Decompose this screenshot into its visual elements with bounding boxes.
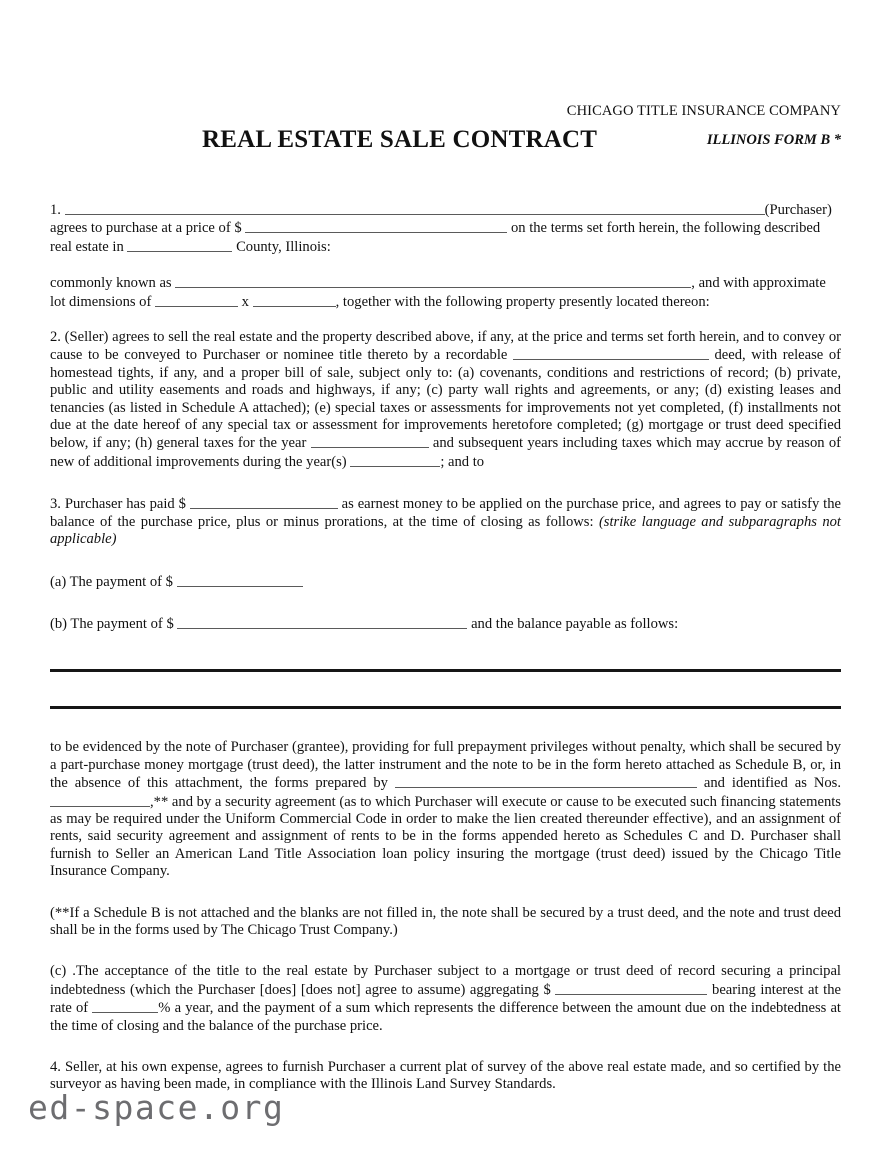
clause-2 xyxy=(50,329,841,471)
county-blank[interactable] xyxy=(127,238,232,252)
clause-3b xyxy=(50,615,841,633)
note-text-b: and identified as Nos. xyxy=(703,775,842,792)
clause-3-text-b: as earnest money to be applied on the purchase price, and agrees to pay or satisfy the balance of the purchase price, plus or minus prorations, at the time of closing as follows: xyxy=(50,496,841,530)
purchaser-name-blank[interactable] xyxy=(65,201,765,215)
title-row xyxy=(50,126,841,156)
interest-rate-blank[interactable] xyxy=(92,999,158,1013)
clause-3-text-a: 3. Purchaser has paid $ xyxy=(50,496,186,513)
schedule-b-footnote xyxy=(50,905,841,940)
clause-2-text-b: deed, with release of homestead tights, if any, and a proper bill of sale, subject only to: (a) covenants, conditions and restrictions of record; (b) private, public and utility easements and roads and highways, if any; (c) party wall rights and agreements, or any; (d) existing leases and tenancies (as listed in Schedule A attached); (e) special taxes or assessments for improvements not yet completed, (f) installments not due at the date hereof of any special tax or assessment for improvements heretofore completed; (g) mortgage or trust deed specified below, if any; (h) general taxes for the year xyxy=(50,347,841,452)
clause-1-price-prefix: agrees to purchase at a price of $ xyxy=(50,220,242,237)
lot-dimensions-mid: x xyxy=(241,293,249,310)
clause-c-text-a: (c) .The acceptance of the title to the real estate by Purchaser subject to a mortgage or trust deed of record securing a principal indebtedness (which the Purchaser [does] [does not] agree to assume) aggregating $ xyxy=(50,963,841,998)
footnote-text: (**If a Schedule B is not attached and the blanks are not filled in, the note shall be secured by a trust deed, and the note and trust deed shall be in the forms used by The Chicago Trust Company.) xyxy=(50,904,841,938)
document-content xyxy=(50,0,841,1094)
improvement-year-blank[interactable] xyxy=(350,453,440,467)
clause-1-number: 1. xyxy=(50,202,61,218)
address-blank[interactable] xyxy=(175,274,691,288)
commonly-known-suffix: , and with approximate xyxy=(691,275,826,292)
clause-c xyxy=(50,963,841,1035)
clause-3a-label: (a) The payment of $ xyxy=(50,573,173,590)
deed-type-blank[interactable] xyxy=(513,346,709,360)
purchaser-label: (Purchaser) xyxy=(764,202,832,218)
lot-dimensions-suffix: , together with the following property presently located thereon: xyxy=(335,293,710,310)
indebtedness-amount-blank[interactable] xyxy=(555,981,707,995)
payment-b-blank[interactable] xyxy=(177,615,467,629)
clause-1-county-suffix: County, Illinois: xyxy=(236,238,331,255)
clause-2-text-d: ; and to xyxy=(440,453,485,470)
lot-depth-blank[interactable] xyxy=(253,293,336,307)
earnest-money-blank[interactable] xyxy=(190,495,338,509)
clause-3a xyxy=(50,573,841,591)
note-text-c: ,** and by a security agreement (as to which Purchaser will execute or cause to be executed such financing statements as may be required under the Uniform Commercial Code in order to make the lien created thereunder effective), and an assignment of rents, said security agreement and assignment of rents to be in the forms appended hereto as Schedules C and D. Purchaser shall furnish to Seller an American Land Title Association loan policy insuring the mortgage (trust deed) issued by the Chicago Title Insurance Company. xyxy=(50,793,841,880)
site-watermark: ed-space.org xyxy=(28,1088,285,1127)
clause-4-text: 4. Seller, at his own expense, agrees to furnish Purchaser a current plat of survey of the above real estate made, and so certified by the surveyor as having been made, in compliance with the Illinois Land Survey Standards. xyxy=(50,1059,841,1093)
clause-3b-suffix: and the balance payable as follows: xyxy=(471,615,679,632)
note-text-a: to be evidenced by the note of Purchaser (grantee), providing for full prepayment privileges without penalty, which shall be secured by a part-purchase money mortgage (trust deed), the latter instrument and the note to be in the form hereto attached as Schedule B, or, in the absence of this attachment, the forms prepared by xyxy=(50,739,841,792)
payment-a-blank[interactable] xyxy=(177,573,303,587)
page-title: REAL ESTATE SALE CONTRACT xyxy=(202,126,598,153)
clause-c-text-b: bearing interest at the rate of xyxy=(50,981,841,1017)
note-numbers-blank[interactable] xyxy=(50,793,150,807)
clause-2-text-c: and subsequent years including taxes which may accrue by reason of new of additional improvements during the year(s) xyxy=(50,435,841,470)
clause-3 xyxy=(50,495,841,548)
clause-1b xyxy=(50,274,841,311)
purchase-price-blank[interactable] xyxy=(245,219,507,233)
tax-year-blank[interactable] xyxy=(311,434,429,448)
clause-2-text-a: 2. (Seller) agrees to sell the real estate and the property described above, if any, at the price and terms set forth herein, and to convey or cause to be conveyed to Purchaser or nominee title thereto by a recordable xyxy=(50,329,841,364)
commonly-known-prefix: commonly known as xyxy=(50,275,172,292)
clause-1-price-suffix: on the terms set forth herein, the following described xyxy=(510,220,821,237)
clause-1 xyxy=(50,201,841,256)
note-paragraph xyxy=(50,739,841,880)
lot-dimensions-prefix: lot dimensions of xyxy=(50,293,152,310)
clause-3b-label: (b) The payment of $ xyxy=(50,615,174,632)
document-header xyxy=(50,103,841,161)
clause-3-italic-note: (strike language and subparagraphs not applicable) xyxy=(50,513,841,548)
form-designation: ILLINOIS FORM B * xyxy=(706,132,841,148)
company-name: CHICAGO TITLE INSURANCE COMPANY xyxy=(566,103,841,119)
lot-width-blank[interactable] xyxy=(155,293,238,307)
clause-c-text-c: % a year, and the payment of a sum which represents the difference between the amount due on the indebtedness at the time of closing and the balance of the purchase price. xyxy=(50,1000,841,1034)
forms-preparer-blank[interactable] xyxy=(395,774,697,788)
clause-1-county-prefix: real estate in xyxy=(50,238,124,255)
